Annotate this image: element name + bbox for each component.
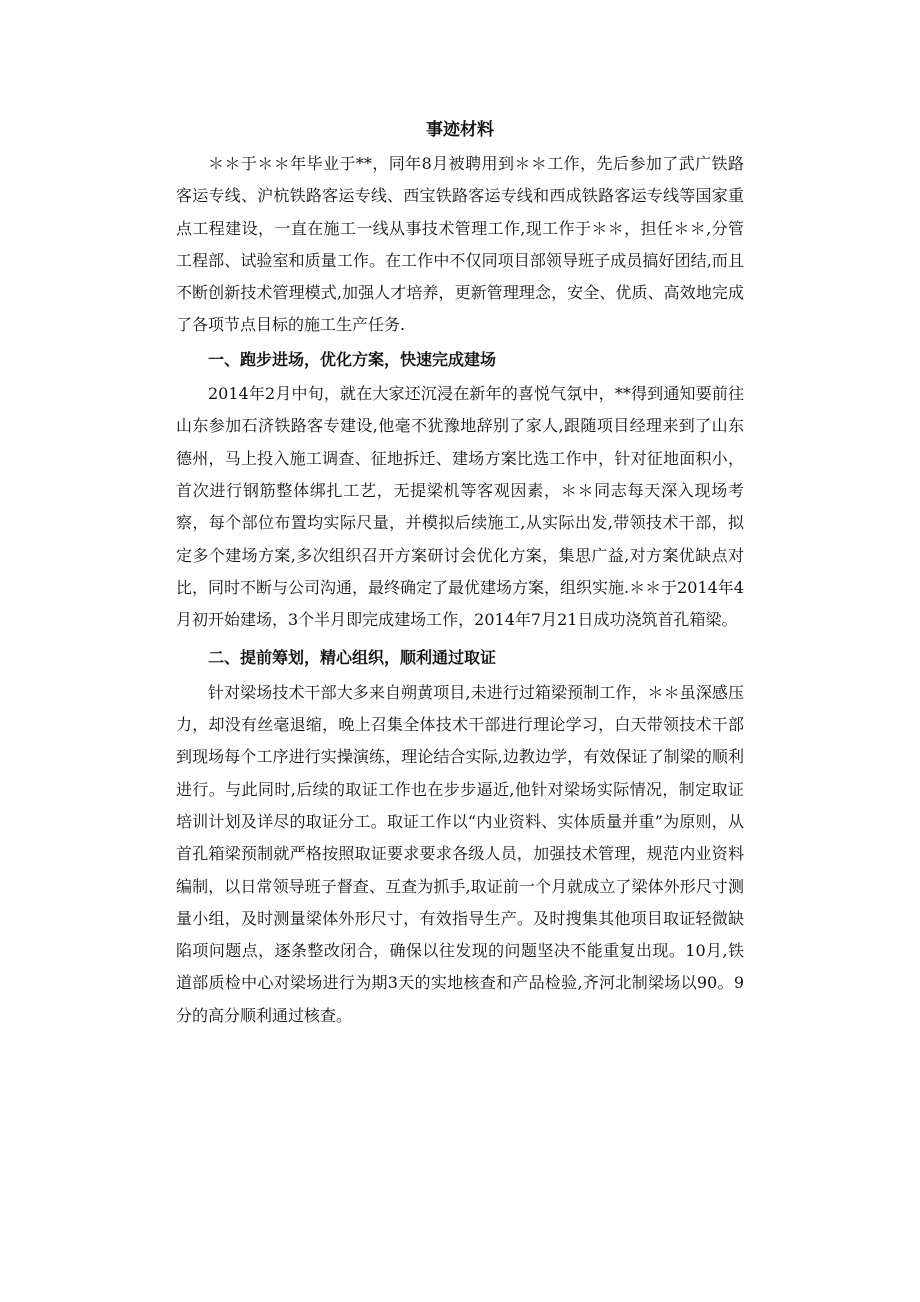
section-1-heading: 一、跑步进场，优化方案，快速完成建场 (208, 349, 497, 369)
document-title: 事迹材料 (426, 120, 494, 140)
document-body (176, 112, 744, 1032)
section-2-paragraph: 针对梁场技术干部大多来自朔黄项目,未进行过箱梁预制工作，＊＊虽深感压力，却没有丝毫退缩，晚上召集全体技术干部进行理论学习，白天带领技术干部到现场每个工序进行实操演练，理论结合实际,边教边学，有效保证了制梁的顺利进行。与此同时,后续的取证工作也在步步逼近,他针对梁场实际情况，制定取证培训计划及详尽的取证分工。取证工作以“内业资料、实体质量并重”为原则，从首孔箱梁预制就严格按照取证要求要求各级人员，加强技术管理，规范内业资料编制，以日常领导班子督查、互查为抓手,取证前一个月就成立了梁体外形尺寸测量小组，及时测量梁体外形尺寸，有效指导生产。及时搜集其他项目取证轻微缺陷项问题点，逐条整改闭合，确保以往发现的问题坚决不能重复出现。10月,铁道部质检中心对梁场进行为期3天的实地核查和产品检验,齐河北制梁场以90。9分的高分顺利通过核查。 (176, 682, 744, 1025)
intro-paragraph: ＊＊于＊＊年毕业于**，同年8月被聘用到＊＊工作，先后参加了武广铁路客运专线、沪杭铁路客运专线、西宝铁路客运专线和西成铁路客运专线等国家重点工程建设，一直在施工一线从事技术管理工作,现工作于＊＊，担任＊＊,分管工程部、试验室和质量工作。在工作中不仅同项目部领导班子成员搞好团结,而且不断创新技术管理模式,加强人才培养，更新管理理念，安全、优质、高效地完成了各项节点目标的施工生产任务. (176, 154, 744, 335)
section-2-heading: 二、提前筹划，精心组织，顺利通过取证 (208, 648, 497, 668)
section-1-paragraph: 2014年2月中旬，就在大家还沉浸在新年的喜悦气氛中，**得到通知要前往山东参加石济铁路客专建设,他毫不犹豫地辞别了家人,跟随项目经理来到了山东德州，马上投入施工调查、征地拆迁、建场方案比选工作中，针对征地面积小，首次进行钢筋整体绑扎工艺，无提梁机等客观因素，＊＊同志每天深入现场考察，每个部位布置均实际尺量，并模拟后续施工,从实际出发,带领技术干部，拟定多个建场方案,多次组织召开方案研讨会优化方案，集思广益,对方案优缺点对比，同时不断与公司沟通，最终确定了最优建场方案，组织实施.＊＊于2014年4月初开始建场，3个半月即完成建场工作，2014年7月21日成功浇筑首孔箱梁。 (176, 384, 744, 630)
